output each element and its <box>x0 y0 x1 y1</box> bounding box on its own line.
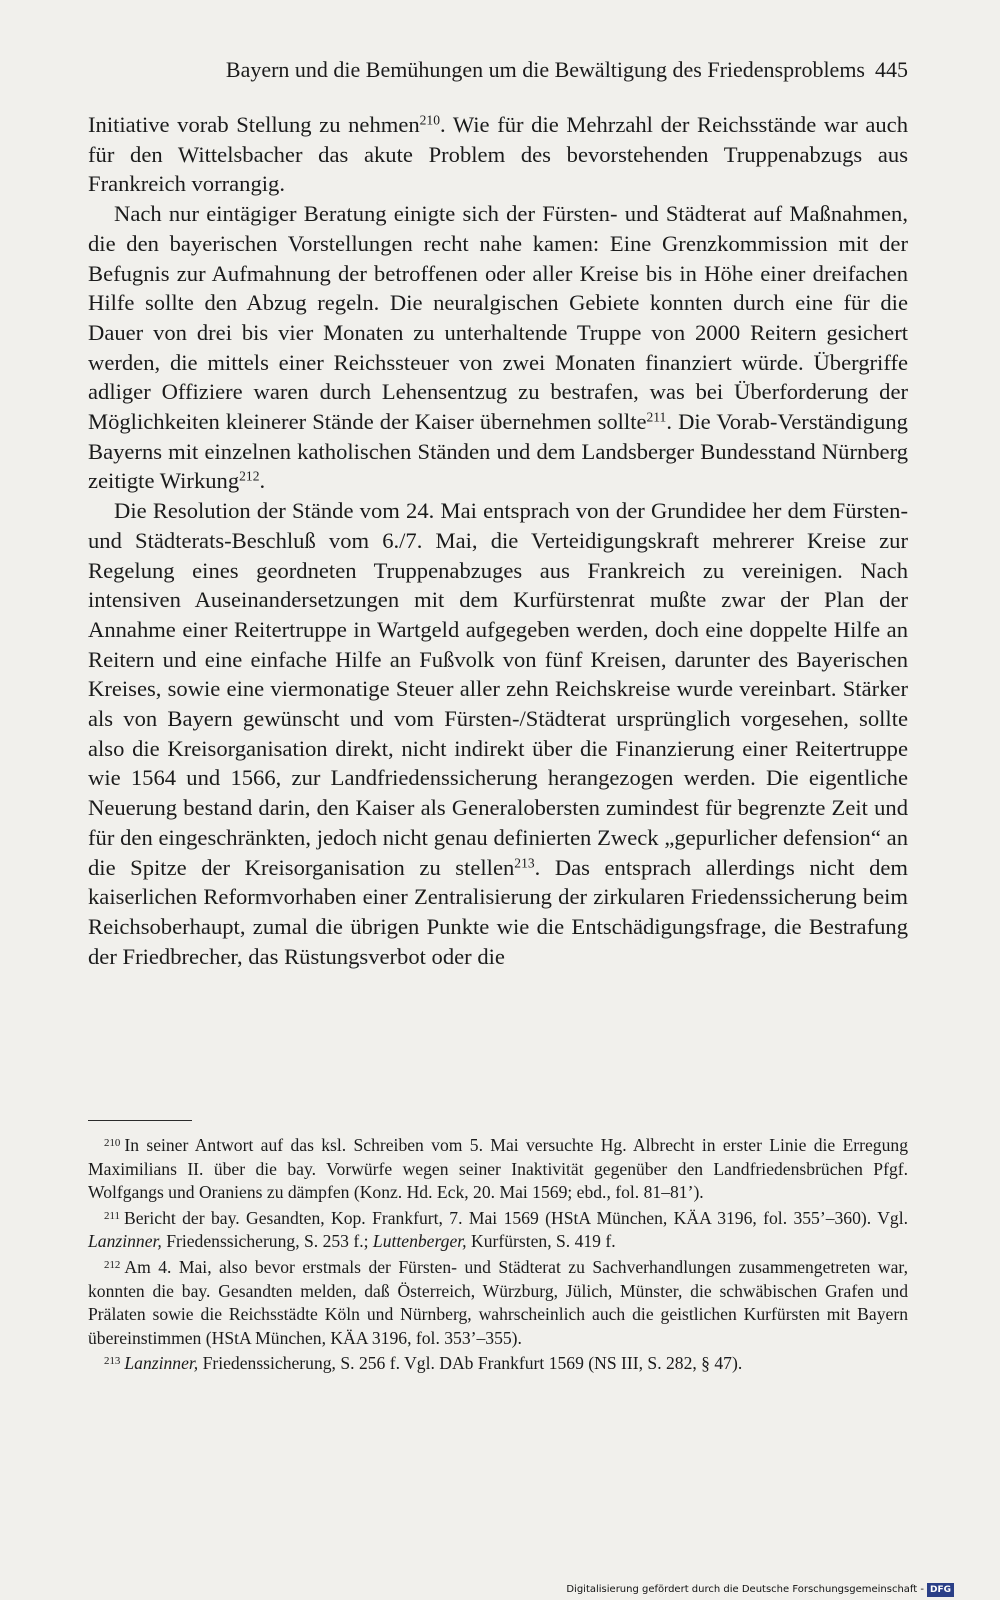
footnote-212 <box>88 1256 908 1350</box>
page-number: 445 <box>875 57 908 82</box>
footnotes <box>88 1134 908 1378</box>
footnote-ref-212: 212 <box>239 468 260 484</box>
paragraph-text: . Das entsprach allerdings nicht dem kaiserlichen Reformvorhaben einer Zentralisierung der zirkularen Friedenssicherung beim Reichsoberhaupt, zumal die übrigen Punkte wie die Entschädigungsfrage, die Bestrafung der Friedbrecher, das Rüstungsverbot oder die <box>88 854 908 969</box>
main-text <box>88 110 908 971</box>
footnote-text: In seiner Antwort auf das ksl. Schreiben vom 5. Mai versuchte Hg. Albrecht in erster Linie die Erregung Maximilians II. über die bay. Vorwürfe wegen seiner Inaktivität gegenüber den Landfriedensbrüchen Pfgf. Wolfgangs und Oraniens zu dämpfen (Konz. Hd. Eck, 20. Mai 1569; ebd., fol. 81–81’). <box>88 1135 908 1203</box>
paragraph-3 <box>88 496 908 971</box>
dfg-logo-icon: DFG <box>927 1583 954 1597</box>
paragraph-text: Initiative vorab Stellung zu nehmen <box>88 112 420 137</box>
running-head <box>88 54 908 86</box>
footnote-number: 213 <box>104 1355 121 1368</box>
paragraph-text: Die Resolution der Stände vom 24. Mai entsprach von der Grundidee her dem Fürsten- und Städterats-Beschluß vom 6./7. Mai, die Verteidigungskraft mehrerer Kreise zur Regelung eines geordneten Truppenabzuges aus Frankreich zu vereinigen. Nach intensiven Auseinandersetzungen mit dem Kurfürstenrat mußte zwar der Plan der Annahme einer Reitertruppe in Wartgeld aufgegeben werden, doch eine doppelte Hilfe an Reitern und eine einfache Hilfe an Fußvolk von fünf Kreisen, darunter des Bayerischen Kreises, sowie eine viermonatige Steuer aller zehn Reichskreise wurde vereinbart. Stärker als von Bayern gewünscht und vom Fürsten-/Städterat ursprünglich vorgesehen, sollte also die Kreisorganisation direkt, nicht indirekt über die Finanzierung einer Reitertruppe wie 1564 und 1566, zur Landfriedenssicherung herangezogen werden. Die eigentliche Neuerung bestand darin, den Kaiser als Generalobersten zumindest für begrenzte Zeit und für den eingeschränkten, jedoch nicht genau definierten Zweck „gepurlicher defension“ an die Spitze der Kreisorganisation zu stellen <box>88 498 908 880</box>
footnote-number: 211 <box>104 1209 120 1222</box>
footnote-ref-213: 213 <box>514 855 535 871</box>
footnote-210 <box>88 1134 908 1205</box>
footnote-211 <box>88 1207 908 1254</box>
footnote-ref-211: 211 <box>646 409 667 425</box>
paragraph-2 <box>88 199 908 496</box>
footnote-213 <box>88 1352 908 1376</box>
credit-text: Digitalisierung gefördert durch die Deutsche Forschungsgemeinschaft - <box>566 1584 924 1595</box>
digitization-credit <box>566 1583 954 1597</box>
footnote-text: Am 4. Mai, also bevor erstmals der Fürsten- und Städterat zu Sachverhandlungen zusammengetreten war, konnten die bay. Gesandten melden, daß Österreich, Würzburg, Jülich, Münster, die schwäbischen Grafen und Prälaten sowie die Reichsstädte Köln und Nürnberg, wahrscheinlich auch die geistlichen Kurfürsten mit Bayern übereinstimmen (HStA München, KÄA 3196, fol. 353’–355). <box>88 1256 908 1348</box>
footnote-ref-210: 210 <box>419 112 440 128</box>
footnote-number: 210 <box>104 1137 121 1150</box>
footnote-text: Friedenssicherung, S. 253 f.; <box>161 1231 373 1252</box>
footnote-text: Kurfürsten, S. 419 f. <box>466 1231 616 1252</box>
footnote-text: Bericht der bay. Gesandten, Kop. Frankfurt, 7. Mai 1569 (HStA München, KÄA 3196, fol. 355’–360). Vgl. <box>123 1207 908 1228</box>
footnote-divider <box>88 1120 192 1121</box>
footnote-number: 212 <box>104 1259 121 1272</box>
running-head-title: Bayern und die Bemühungen um die Bewältigung des Friedensproblems <box>225 57 865 82</box>
paragraph-text: . <box>259 468 266 494</box>
footnote-author: Lanzinner, <box>88 1231 162 1252</box>
footnote-author: Luttenberger, <box>372 1231 467 1252</box>
paragraph-text: . Die Vorab-Verständigung Bayerns mit einzelnen katholischen Ständen und dem Landsberger Bundesstand Nürnberg zeitigte Wirkung <box>88 409 908 494</box>
footnote-author: Lanzinner, <box>124 1353 199 1374</box>
paragraph-text: Nach nur eintägiger Beratung einigte sich der Fürsten- und Städterat auf Maßnahmen, die den bayerischen Vorstellungen recht nahe kamen: Eine Grenzkommission mit der Befugnis zur Aufmahnung der betroffenen oder aller Kreise bis in Höhe einer dreifachen Hilfe sollte den Abzug regeln. Die neuralgischen Gebiete konnten durch eine für die Dauer von drei bis vier Monaten zu unterhaltende Truppe von 2000 Reitern gesichert werden, die mittels einer Reichssteuer von zwei Monaten finanziert würde. Übergriffe adliger Offiziere waren durch Lehensentzug zu bestrafen, was bei Überforderung der Möglichkeiten kleinerer Stände der Kaiser übernehmen sollte <box>88 201 908 435</box>
footnote-text: Friedenssicherung, S. 256 f. Vgl. DAb Frankfurt 1569 (NS III, S. 282, § 47). <box>198 1353 743 1374</box>
paragraph-1 <box>88 110 908 199</box>
paragraph-text: . Wie für die Mehrzahl der Reichsstände war auch für den Wittelsbacher das akute Problem des bevorstehenden Truppenabzugs aus Frankreich vorrangig. <box>88 112 909 197</box>
